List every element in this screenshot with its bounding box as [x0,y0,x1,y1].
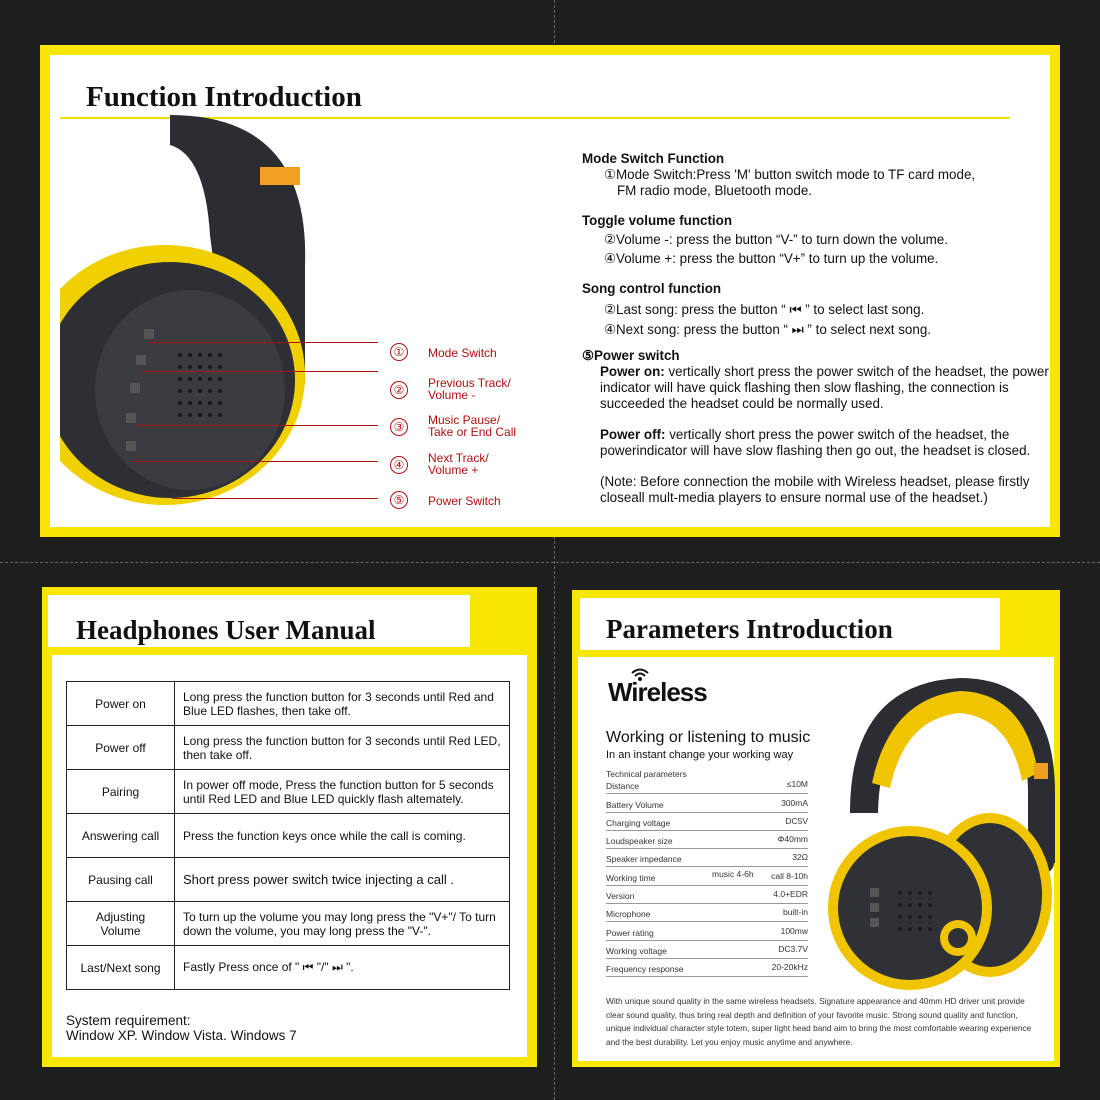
section-line: ④Volume +: press the button “V+” to turn up the volume. [604,251,939,266]
callout-line-2 [142,371,378,372]
section-heading: Mode Switch Function [582,151,725,166]
row-key: Power on [67,682,175,726]
callout-label: Next Track/ [428,451,489,465]
callout-label: Mode Switch [428,346,497,360]
row-value: Long press the function button for 3 seconds until Red and Blue LED flashes, then take off. [175,682,510,726]
table-row [67,770,510,814]
section-line: ①Mode Switch:Press 'M' button switch mode to TF card mode, [604,167,976,182]
param-key: Speaker impedance [606,854,682,865]
row-key: Adjusting Volume [67,902,175,946]
function-introduction-panel [40,45,1060,537]
parameters-introduction-panel [572,590,1060,1067]
param-row [606,831,808,849]
panel-title: Function Introduction [86,81,362,113]
param-row [606,867,808,885]
param-row [606,922,808,940]
table-row [67,814,510,858]
param-key: Battery Volume [606,799,664,810]
param-key: Distance [606,781,640,792]
callout-line-3 [136,425,378,426]
table-row [67,946,510,990]
callout-label-2: Volume + [428,463,479,477]
param-key: Working voltage [606,945,667,956]
param-key: Microphone [606,909,651,920]
section-line: FM radio mode, Bluetooth mode. [617,183,813,198]
panel-title: Parameters Introduction [606,614,893,644]
section-line: ②Volume -: press the button “V-” to turn down the volume. [604,232,948,247]
power-on-paragraph [582,364,1062,412]
callout-label-2: Volume - [428,388,476,402]
callout-number: ① [390,343,408,361]
row-key: Pausing call [67,858,175,902]
table-row [67,858,510,902]
user-manual-panel [42,587,537,1067]
callout-label: Power Switch [428,494,501,508]
callout-label: Previous Track/ [428,376,511,390]
callout-number: ② [390,381,408,399]
row-key: Pairing [67,770,175,814]
power-off-label: Power off: [600,427,666,442]
param-value: 100mw [780,925,808,936]
section-line: ②Last song: press the button “ ⏮ ” to select last song. [604,302,925,317]
param-row [606,941,808,959]
param-key: Charging voltage [606,817,671,828]
row-value: Fastly Press once of " ⏮ "/" ⏭ ". [175,946,510,990]
param-row [606,776,808,794]
param-value: call 8-10h [771,870,808,881]
panel-body [578,657,1054,1061]
panel-body [52,655,527,1057]
callout-line-4 [132,461,378,462]
param-row [606,849,808,867]
table-row [67,726,510,770]
callout-number: ⑤ [390,491,408,509]
sysreq-value: Window XP. Window Vista. Windows 7 [66,1028,297,1043]
power-on-text: vertically short press the power switch of the headset, the power indicator will have quick flashing then slow flashing, the connection is succeeded the headset could be normally used. [600,364,1049,411]
param-value-secondary: music 4-6h [712,868,754,879]
table-row [67,902,510,946]
param-value: 300mA [781,797,808,808]
note-text: (Note: Before connection the mobile with Wireless headset, please firstly closeall mult-media players to ensure normal use of the headset.) [600,474,1030,505]
callout-line-5 [172,498,378,499]
param-row [606,959,808,977]
param-row [606,904,808,922]
param-key: Frequency response [606,964,684,975]
tagline-secondary: In an instant change your working way [606,749,794,761]
section-heading: Song control function [582,281,722,296]
panel-body [50,55,1050,527]
row-key: Last/Next song [67,946,175,990]
table-row [67,682,510,726]
power-off-text: vertically short press the power switch of the headset, the powerindicator will have slow flashing then go out, the headset is closed. [600,427,1031,458]
cut-guide-horizontal [0,562,1100,563]
param-key: Working time [606,872,656,883]
panel-title: Headphones User Manual [76,615,376,645]
param-row [606,794,808,812]
product-description: With unique sound quality in the same wireless headsets. Signature appearance and 40mm HD driver unit provide clear sound quality, thus bring real depth and definition of your favorite music. Strong sound quality and function, unique individual character style totem, super light head band aim to bring the most comfortable wearing experience and the best durability. Let you enjoy music anytime and anywhere. [606,996,1032,1047]
row-key: Power off [67,726,175,770]
manual-table [66,681,510,990]
param-value: Φ40mm [777,834,808,845]
param-row [606,813,808,831]
title-bar [60,67,1010,119]
param-value: ≤10M [786,779,808,790]
section-heading: ⑤Power switch [582,348,680,363]
param-value: 4.0+EDR [773,889,808,900]
technical-params-heading: Technical parameters [606,769,687,779]
row-value: Long press the function button for 3 seconds until Red LED, then take off. [175,726,510,770]
callout-label: Music Pause/ [428,413,501,427]
section-line: ④Next song: press the button “ ⏭ ” to select next song. [604,322,931,337]
callout-number: ④ [390,456,408,474]
param-value: DC5V [785,815,808,826]
row-key: Answering call [67,814,175,858]
system-requirement [66,1013,297,1043]
callout-line-1 [148,342,378,343]
param-key: Loudspeaker size [606,836,673,847]
sysreq-heading: System requirement: [66,1013,191,1028]
param-key: Power rating [606,927,654,938]
power-off-paragraph [582,427,1062,459]
title-bar [48,595,470,647]
title-bar [580,598,1000,650]
headphone-side-illustration [60,115,350,515]
param-value: 32Ω [792,852,808,863]
headphone-product-image [810,663,1060,993]
param-value: DC3.7V [778,943,808,954]
callout-label-2: Take or End Call [428,425,517,439]
param-key: Version [606,891,635,902]
row-value: To turn up the volume you may long press the "V+"/ To turn down the volume, you may long press the "V-". [175,902,510,946]
brand-wordmark: Wireless [608,677,707,707]
params-list [606,776,808,977]
tagline-primary: Working or listening to music [606,729,811,746]
function-description [582,151,1062,506]
power-on-label: Power on: [600,364,665,379]
param-row [606,886,808,904]
param-value: 20-20kHz [771,962,808,973]
section-heading: Toggle volume function [582,213,733,228]
row-value: Short press power switch twice injecting a call . [175,858,510,902]
row-value: Press the function keys once while the call is coming. [175,814,510,858]
callout-number: ③ [390,418,408,436]
param-value: built-in [782,907,808,918]
row-value: In power off mode, Press the function button for 5 seconds until Red LED and Blue LED quickly flash altemately. [175,770,510,814]
